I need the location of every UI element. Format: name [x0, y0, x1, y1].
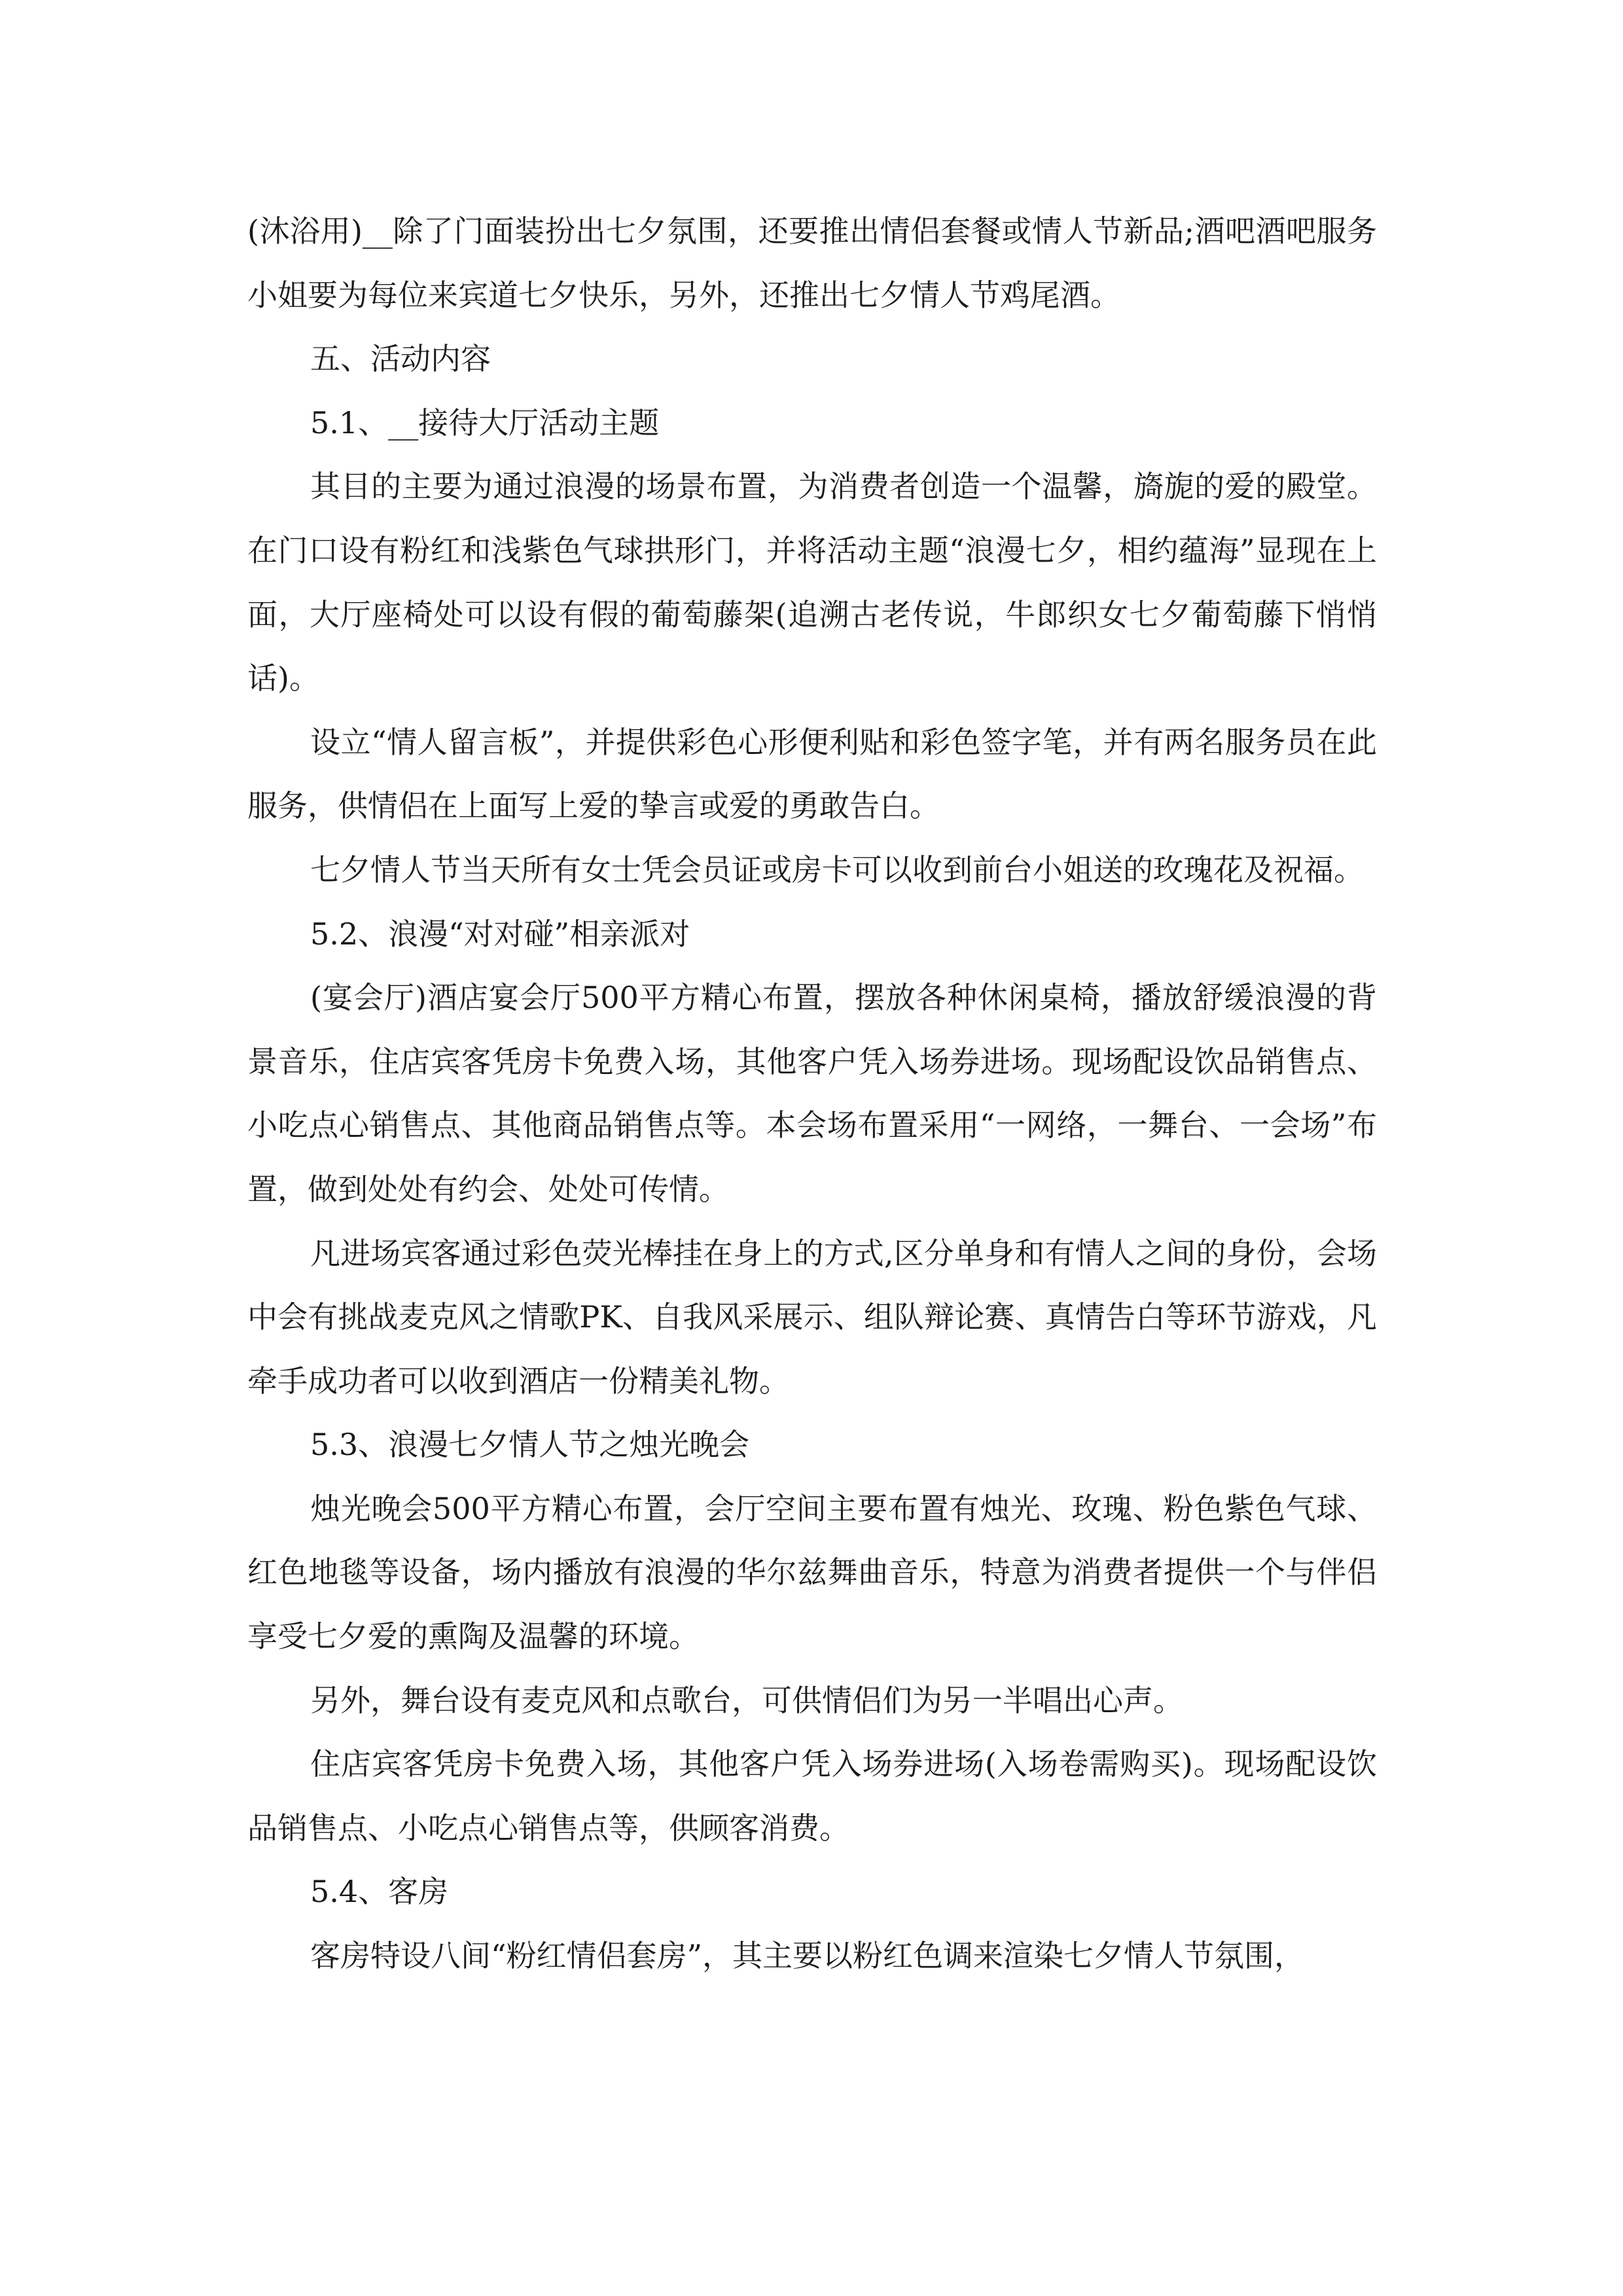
paragraph-1: (沐浴用)__除了门面装扮出七夕氛围，还要推出情侣套餐或情人节新品;酒吧酒吧服务小姐要为每位来宾道七夕快乐，另外，还推出七夕情人节鸡尾酒。 — [247, 213, 1377, 313]
paragraph-11: 烛光晚会500平方精心布置，会厅空间主要布置有烛光、玫瑰、粉色紫色气球、红色地毯等设备，场内播放有浪漫的华尔兹舞曲音乐，特意为消费者提供一个与伴侣享受七夕爱的熏陶及温馨的环境。 — [247, 1490, 1377, 1655]
paragraph-5: 设立“情人留言板”，并提供彩色心形便利贴和彩色签字笔，并有两名服务员在此服务，供情侣在上面写上爱的挚言或爱的勇敢告白。 — [247, 724, 1377, 824]
subsection-heading-5-3: 5.3、浪漫七夕情人节之烛光晚会 — [310, 1427, 750, 1463]
paragraph-12: 另外，舞台设有麦克风和点歌台，可供情侣们为另一半唱出心声。 — [310, 1682, 1183, 1718]
subsection-heading-5-2: 5.2、浪漫“对对碰”相亲派对 — [310, 916, 690, 952]
subsection-heading-5-4: 5.4、客房 — [310, 1874, 449, 1910]
paragraph-4: 其目的主要为通过浪漫的场景布置，为消费者创造一个温馨，旖旎的爱的殿堂。在门口设有粉红和浅紫色气球拱形门，并将活动主题“浪漫七夕，相约蕴海”显现在上面，大厅座椅处可以设有假的葡萄藤架(追溯古老传说，牛郎织女七夕葡萄藤下悄悄话)。 — [247, 469, 1377, 696]
section-heading-activity-content: 五、活动内容 — [310, 341, 491, 377]
paragraph-6: 七夕情人节当天所有女士凭会员证或房卡可以收到前台小姐送的玫瑰花及祝福。 — [310, 852, 1364, 888]
paragraph-9: 凡进场宾客通过彩色荧光棒挂在身上的方式,区分单身和有情人之间的身份，会场中会有挑战麦克风之情歌PK、自我风采展示、组队辩论赛、真情告白等环节游戏，凡牵手成功者可以收到酒店一份精美礼物。 — [247, 1235, 1377, 1399]
paragraph-15: 客房特设八间“粉红情侣套房”，其主要以粉红色调来渲染七夕情人节氛围， — [310, 1938, 1305, 1974]
subsection-heading-5-1: 5.1、__接待大厅活动主题 — [310, 404, 660, 440]
document-body — [247, 200, 1377, 1988]
paragraph-8: (宴会厅)酒店宴会厅500平方精心布置，摆放各种休闲桌椅，播放舒缓浪漫的背景音乐，住店宾客凭房卡免费入场，其他客户凭入场券进场。现场配设饮品销售点、小吃点心销售点、其他商品销售点等。本会场布置采用“一网络，一舞台、一会场”布置，做到处处有约会、处处可传情。 — [247, 980, 1377, 1207]
paragraph-13: 住店宾客凭房卡免费入场，其他客户凭入场券进场(入场卷需购买)。现场配设饮品销售点、小吃点心销售点等，供顾客消费。 — [247, 1746, 1377, 1846]
